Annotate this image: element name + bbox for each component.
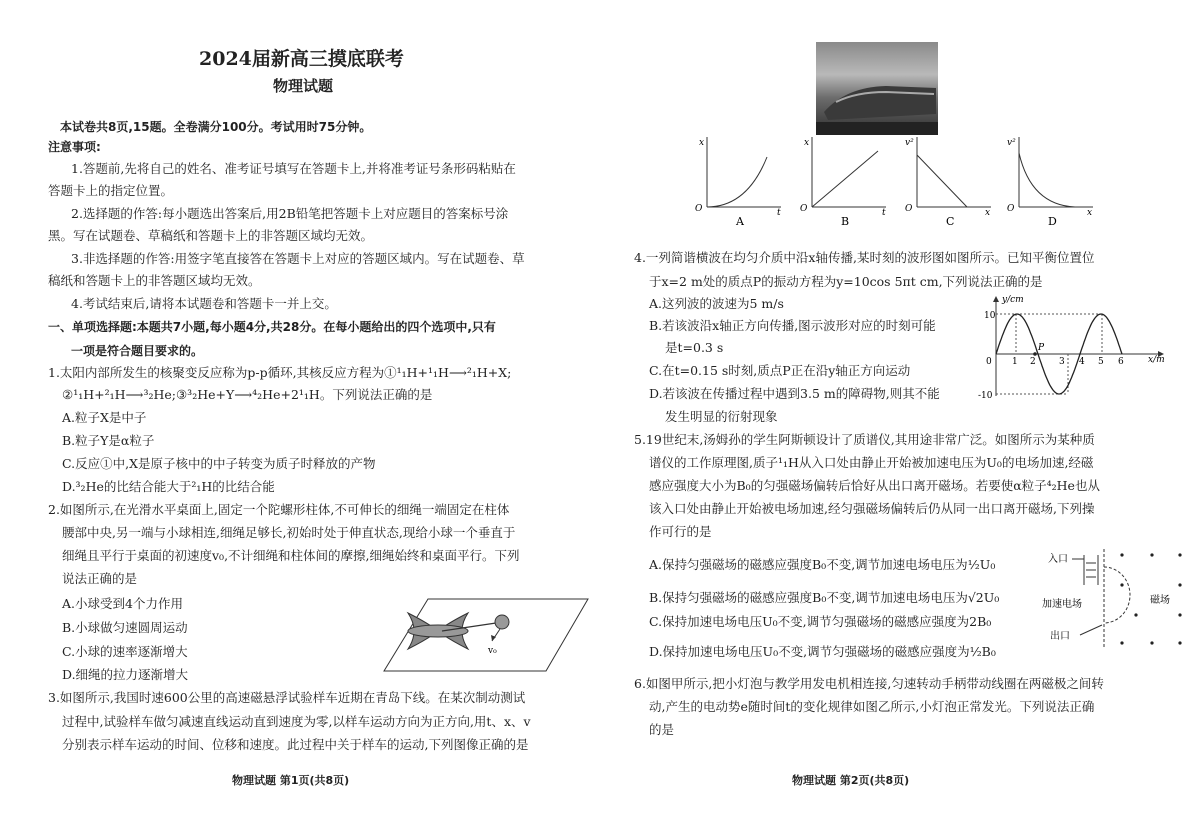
exam-subtitle: 物理试题 [273, 77, 334, 95]
q4-option-d: D.若该波在传播过程中遇到3.5 m的障碍物,则其不能 [649, 386, 940, 401]
page-footer: 物理试题 第2页(共8页) [792, 774, 910, 787]
entry-label: 入口 [1048, 554, 1068, 565]
x-label: t [882, 208, 886, 218]
q5-option-b: B.保持匀强磁场的磁感应强度B₀不变,调节加速电场电压为√2U₀ [649, 590, 1000, 605]
point-p [1033, 352, 1037, 356]
maglev-train-image [816, 42, 938, 135]
q1-option-d: D.³₂He的比结合能大于²₁H的比结合能 [62, 479, 275, 494]
q3-stem: 过程中,试验样车做匀减速直线运动直到速度为零,以样车运动方向为正方向,用t、x、v [62, 714, 531, 729]
maglev-photo [816, 42, 938, 135]
note-line: 黑。写在试题卷、草稿纸和答题卡上的非答题区域均无效。 [48, 228, 374, 243]
x-tick: 5 [1098, 357, 1104, 367]
y-label: x [804, 138, 810, 148]
q4-option-b-cont: 是t=0.3 s [665, 340, 724, 355]
q5-stem: 谱仪的工作原理图,质子¹₁H从入口处由静止开始被加速电压为U₀的电场加速,经磁 [649, 455, 1094, 470]
q3-stem: 分别表示样车运动的时间、位移和速度。此过程中关于样车的运动,下列图像正确的是 [62, 737, 529, 752]
q6-stem: 动,产生的电动势e随时间t的变化规律如图乙所示,小灯泡正常发光。下列说法正确 [649, 699, 1095, 714]
q6-stem: 的是 [649, 722, 675, 737]
q4-stem: 4.一列简谐横波在均匀介质中沿x轴传播,某时刻的波形图如图所示。已知平衡位置位 [634, 250, 1095, 265]
y-arrow [993, 296, 999, 302]
notice-heading: 注意事项: [48, 140, 101, 154]
x-tick: 4 [1079, 357, 1085, 367]
magnet-label: 磁场 [1150, 595, 1170, 606]
x-label: t [777, 208, 781, 218]
q5-stem: 5.19世纪末,汤姆孙的学生阿斯顿设计了质谱仪,其用途非常广泛。如图所示为某种质 [634, 432, 1095, 447]
q5-stem: 该入口处由静止开始被电场加速,经匀强磁场偏转后仍从同一出口离开磁场,下列操 [649, 501, 1095, 516]
trajectory [1104, 567, 1130, 623]
y-label: v² [1007, 138, 1016, 148]
note-line: 稿纸和答题卡上的非答题区域均无效。 [48, 273, 261, 288]
q2-stem: 细绳且平行于桌面的初速度v₀,不计细绳和柱体间的摩擦,细绳始终和桌面平行。下列 [62, 548, 520, 563]
q6-stem: 6.如图甲所示,把小灯泡与教学用发电机相连接,匀速转动手柄带动线圈在两磁极之间转 [634, 676, 1104, 691]
q4-option-b: B.若该波沿x轴正方向传播,图示波形对应的时刻可能 [649, 318, 936, 333]
v0-label: v₀ [488, 646, 497, 656]
train-body [824, 86, 936, 120]
graph-d [997, 133, 1097, 225]
note-line: 3.非选择题的作答:用签字笔直接答在答题卡上对应的答题区域内。写在试题卷、草 [71, 251, 525, 266]
y-tick: -10 [978, 391, 993, 401]
exam-intro: 本试卷共8页,15题。全卷满分100分。考试用时75分钟。 [60, 120, 372, 134]
section-heading: 一、单项选择题:本题共7小题,每小题4分,共28分。在每小题给出的四个选项中,只有 [48, 320, 496, 334]
q5-option-c: C.保持加速电场电压U₀不变,调节匀强磁场的磁感应强度为2B₀ [649, 614, 992, 629]
q4-stem: 于x=2 m处的质点P的振动方程为y=10cos 5πt cm,下列说法正确的是 [649, 274, 1043, 289]
spectrometer-figure [1040, 545, 1190, 653]
q2-option-a: A.小球受到4个力作用 [62, 596, 183, 611]
x-tick: 6 [1118, 357, 1124, 367]
point-p-label: P [1038, 343, 1045, 353]
note-line: 1.答题前,先将自己的姓名、准考证号填写在答题卡上,并将准考证号条形码粘贴在 [71, 161, 516, 176]
graph-c [895, 133, 995, 225]
q2-option-c: C.小球的速率逐渐增大 [62, 644, 188, 659]
origin-label: O [800, 204, 808, 214]
note-line: 答题卡上的指定位置。 [48, 183, 174, 198]
q5-option-a: A.保持匀强磁场的磁感应强度B₀不变,调节加速电场电压为½U₀ [649, 557, 996, 572]
page-footer: 物理试题 第1页(共8页) [232, 774, 350, 787]
graph-b [790, 133, 890, 225]
exit-line [1080, 625, 1102, 635]
x-tick: 3 [1059, 357, 1065, 367]
page-2 [600, 0, 1200, 833]
graph-a [685, 133, 785, 225]
q2-option-b: B.小球做匀速圆周运动 [62, 620, 188, 635]
field-label: 加速电场 [1042, 599, 1082, 610]
graph-label: B [841, 215, 850, 225]
exam-title: 2024届新高三摸底联考 [199, 48, 404, 70]
note-line: 2.选择题的作答:每小题选出答案后,用2B铅笔把答题卡上对应题目的答案标号涂 [71, 206, 509, 221]
x-label: x [985, 208, 991, 218]
q2-stem: 说法正确的是 [62, 571, 138, 586]
line [917, 155, 967, 207]
spindle-waist [408, 625, 468, 637]
q1-option-b: B.粒子Y是α粒子 [62, 433, 155, 448]
origin-label: O [905, 204, 913, 214]
q1-stem: 1.太阳内部所发生的核聚变反应称为p-p循环,其核反应方程为①¹₁H+¹₁H⟶²₁H+X; [48, 365, 512, 380]
q5-stem: 作可行的是 [649, 524, 712, 539]
exit-label: 出口 [1050, 631, 1070, 642]
y-label: x [699, 138, 705, 148]
graph-label: C [946, 215, 955, 225]
wave-figure [972, 292, 1172, 404]
graph-label: A [736, 215, 744, 225]
x-tick: 1 [1012, 357, 1018, 367]
origin-label: O [1007, 204, 1015, 214]
q4-option-d-cont: 发生明显的衍射现象 [665, 409, 778, 424]
wave-y-label: y/cm [1002, 295, 1024, 305]
q4-option-c: C.在t=0.15 s时刻,质点P正在沿y轴正方向运动 [649, 363, 911, 378]
note-line: 4.考试结束后,请将本试题卷和答题卡一并上交。 [71, 296, 337, 311]
x-tick: 2 [1030, 357, 1036, 367]
y-tick: 10 [984, 311, 996, 321]
q2-stem: 腰部中央,另一端与小球相连,细绳足够长,初始时处于伸直状态,现给小球一个垂直于 [62, 525, 516, 540]
q2-stem: 2.如图所示,在光滑水平桌面上,固定一个陀螺形柱体,不可伸长的细绳一端固定在柱体 [48, 502, 510, 517]
q1-option-a: A.粒子X是中子 [62, 410, 147, 425]
origin-label: O [695, 204, 703, 214]
table-figure [380, 595, 590, 675]
x-label: x [1087, 208, 1093, 218]
line [812, 151, 878, 207]
wave-x-label: x/m [1148, 355, 1165, 365]
origin-label: 0 [986, 357, 992, 367]
q5-option-d: D.保持加速电场电压U₀不变,调节匀强磁场的磁感应强度为½B₀ [649, 644, 996, 659]
curve [1019, 153, 1075, 207]
q4-option-a: A.这列波的波速为5 m/s [649, 296, 784, 311]
q3-stem: 3.如图所示,我国时速600公里的高速磁悬浮试验样车近期在青岛下线。在某次制动测试 [48, 690, 526, 705]
curve [707, 157, 767, 207]
y-label: v² [905, 138, 914, 148]
section-heading: 一项是符合题目要求的。 [71, 344, 204, 358]
q1-option-c: C.反应①中,X是原子核中的中子转变为质子时释放的产物 [62, 456, 376, 471]
q1-stem: ②¹₁H+²₁H⟶³₂He;③³₂He+Y⟶⁴₂He+2¹₁H。下列说法正确的是 [62, 387, 433, 402]
q5-stem: 感应强度大小为B₀的匀强磁场偏转后恰好从出口离开磁场。若要使α粒子⁴₂He也从 [649, 478, 1100, 493]
q2-option-d: D.细绳的拉力逐渐增大 [62, 667, 189, 682]
graph-label: D [1048, 215, 1057, 225]
ball [495, 615, 509, 629]
